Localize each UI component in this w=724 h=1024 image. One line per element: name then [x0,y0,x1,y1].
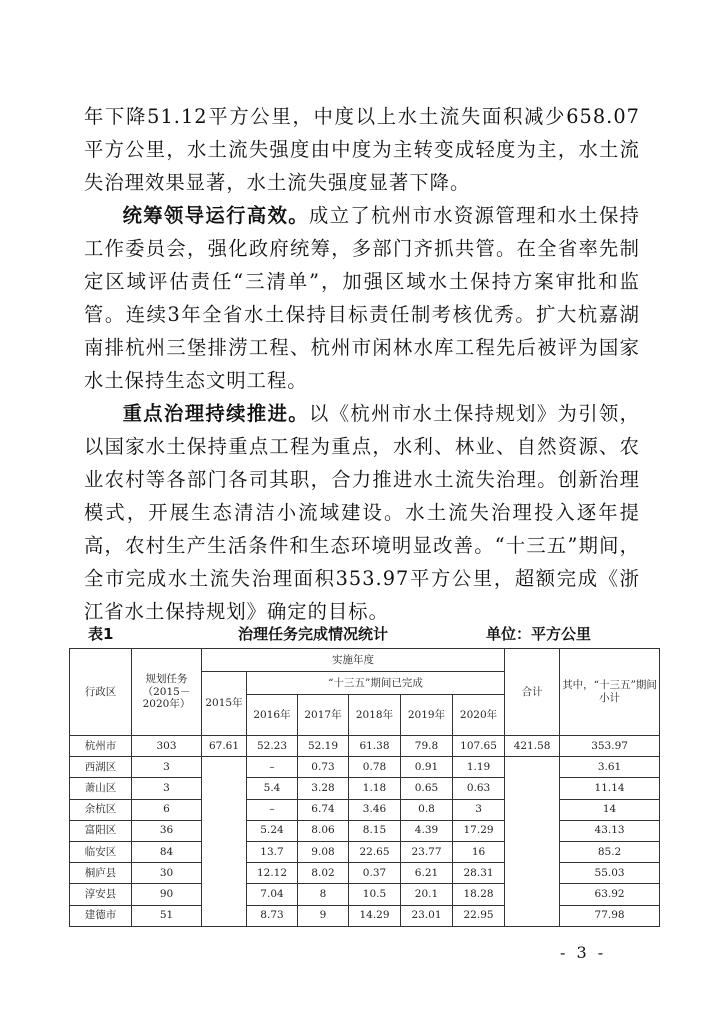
cell-2018: 61.38 [349,736,401,757]
cell-2015: 67.61 [202,736,247,757]
cell-2019: 0.65 [401,778,453,799]
cell-region: 杭州市 [70,736,132,757]
cell-subtotal: 353.97 [560,736,660,757]
cell-plan: 303 [132,736,202,757]
table-row [70,863,660,884]
cell-region: 西湖区 [70,757,132,778]
cell-region: 建德市 [70,905,132,926]
cell-2019: 0.91 [401,757,453,778]
cell-plan: 84 [132,841,202,862]
cell-2018: 3.46 [349,799,401,820]
cell-2015-empty [202,757,247,927]
header-total: 合计 [505,649,560,736]
cell-2016: 8.73 [247,905,298,926]
cell-2018: 14.29 [349,905,401,926]
cell-region: 桐庐县 [70,863,132,884]
cell-subtotal: 55.03 [560,863,660,884]
cell-2017: 9.08 [298,841,349,862]
cell-2016: 12.12 [247,863,298,884]
header-2018: 2018年 [349,695,401,736]
table-title: 治理任务完成情况统计 [238,625,389,643]
header-completed-13th: “十三五”期间已完成 [247,672,505,695]
cell-2020: 107.65 [453,736,505,757]
table-unit: 单位：平方公里 [486,625,592,643]
header-implementation-year: 实施年度 [202,649,505,672]
cell-total-empty [505,757,560,927]
cell-region: 余杭区 [70,799,132,820]
table-caption [88,623,628,645]
header-plan-task: 规划任务（2015－2020年） [132,649,202,736]
header-2019: 2019年 [401,695,453,736]
table-row [70,736,660,757]
cell-2018: 10.5 [349,884,401,905]
completion-stats-table [69,648,660,927]
table-row [70,820,660,841]
cell-region: 淳安县 [70,884,132,905]
cell-2020: 0.63 [453,778,505,799]
cell-2016: – [247,757,298,778]
cell-plan: 3 [132,757,202,778]
paragraph-3-lead: 重点治理持续推进。 [122,402,309,425]
cell-2016: 5.4 [247,778,298,799]
cell-2018: 22.65 [349,841,401,862]
table-number: 表1 [88,625,114,643]
cell-2019: 79.8 [401,736,453,757]
cell-2020: 18.28 [453,884,505,905]
cell-2017: 9 [298,905,349,926]
page-number: - 3 - [560,943,607,962]
cell-2019: 20.1 [401,884,453,905]
cell-plan: 51 [132,905,202,926]
header-subtotal-13th: 其中，“十三五”期间小计 [560,649,660,736]
header-2016: 2016年 [247,695,298,736]
header-2017: 2017年 [298,695,349,736]
cell-2017: 8.02 [298,863,349,884]
table-row [70,757,660,778]
cell-region: 临安区 [70,841,132,862]
cell-2020: 22.95 [453,905,505,926]
cell-2020: 17.29 [453,820,505,841]
cell-plan: 90 [132,884,202,905]
cell-2020: 1.19 [453,757,505,778]
cell-subtotal: 43.13 [560,820,660,841]
cell-2017: 0.73 [298,757,349,778]
cell-2019: 23.77 [401,841,453,862]
paragraph-2-lead: 统筹领导运行高效。 [122,204,309,227]
paragraph-2 [84,199,640,397]
cell-2018: 8.15 [349,820,401,841]
cell-2018: 0.37 [349,863,401,884]
cell-2020: 28.31 [453,863,505,884]
header-region: 行政区 [70,649,132,736]
paragraph-3 [84,397,640,628]
cell-subtotal: 11.14 [560,778,660,799]
table-row [70,799,660,820]
cell-2019: 4.39 [401,820,453,841]
cell-2020: 3 [453,799,505,820]
cell-2019: 23.01 [401,905,453,926]
cell-total: 421.58 [505,736,560,757]
cell-2016: – [247,799,298,820]
cell-2019: 6.21 [401,863,453,884]
table-row [70,884,660,905]
header-2020: 2020年 [453,695,505,736]
cell-2017: 6.74 [298,799,349,820]
cell-subtotal: 85.2 [560,841,660,862]
cell-2018: 0.78 [349,757,401,778]
paragraph-2-text: 成立了杭州市水资源管理和水土保持工作委员会，强化政府统筹，多部门齐抓共管。在全省率先制定区域评估责任“三清单”，加强区域水土保持方案审批和监管。连续3年全省水土保持目标责任制考核优秀。扩大杭嘉湖南排杭州三堡排涝工程、杭州市闲林水库工程先后被评为国家水土保持生态文明工程。 [84,204,640,392]
cell-region: 萧山区 [70,778,132,799]
paragraph-1: 年下降51.12平方公里，中度以上水土流失面积减少658.07平方公里，水土流失强度由中度为主转变成轻度为主，水土流失治理效果显著，水土流失强度显著下降。 [84,105,640,194]
cell-subtotal: 63.92 [560,884,660,905]
cell-2016: 52.23 [247,736,298,757]
cell-2018: 1.18 [349,778,401,799]
cell-2017: 3.28 [298,778,349,799]
cell-2020: 16 [453,841,505,862]
cell-subtotal: 3.61 [560,757,660,778]
body-text [84,100,640,628]
cell-plan: 3 [132,778,202,799]
cell-plan: 30 [132,863,202,884]
header-2015: 2015年 [202,672,247,736]
cell-plan: 36 [132,820,202,841]
table-row [70,905,660,926]
cell-2017: 8 [298,884,349,905]
cell-2016: 5.24 [247,820,298,841]
cell-2016: 13.7 [247,841,298,862]
cell-subtotal: 77.98 [560,905,660,926]
cell-2017: 8.06 [298,820,349,841]
cell-subtotal: 14 [560,799,660,820]
cell-2019: 0.8 [401,799,453,820]
cell-2017: 52.19 [298,736,349,757]
cell-2016: 7.04 [247,884,298,905]
table-row [70,841,660,862]
paragraph-3-text: 以《杭州市水土保持规划》为引领，以国家水土保持重点工程为重点，水利、林业、自然资源、农业农村等各部门各司其职，合力推进水土流失治理。创新治理模式，开展生态清洁小流域建设。水土流失治理投入逐年提高，农村生产生活条件和生态环境明显改善。“十三五”期间，全市完成水土流失治理面积353.97平方公里，超额完成《浙江省水土保持规划》确定的目标。 [84,402,640,623]
cell-region: 富阳区 [70,820,132,841]
cell-plan: 6 [132,799,202,820]
table-row [70,778,660,799]
